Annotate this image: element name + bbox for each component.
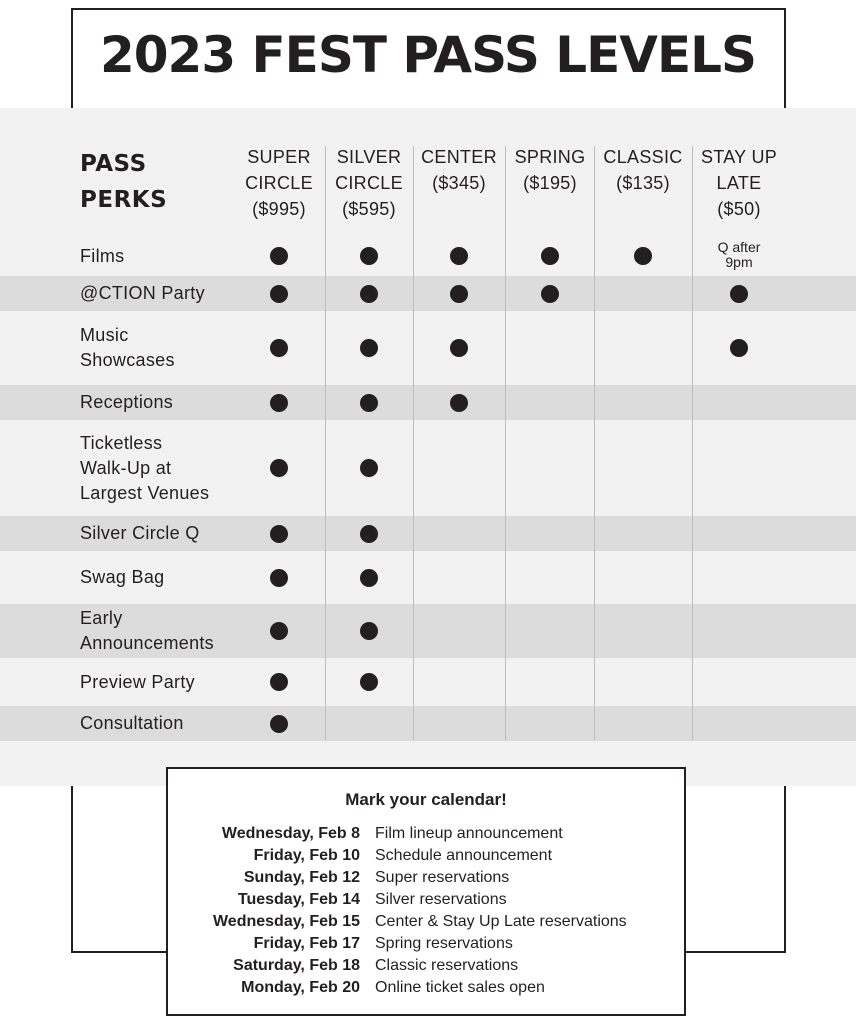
column-divider xyxy=(413,146,414,740)
included-dot-icon xyxy=(360,285,378,303)
included-dot-icon xyxy=(634,247,652,265)
column-divider xyxy=(594,146,595,740)
included-dot-icon xyxy=(450,339,468,357)
calendar-entry xyxy=(168,867,684,889)
included-dot-icon xyxy=(360,247,378,265)
calendar-date: Wednesday, Feb 8 xyxy=(221,825,360,842)
included-dot-icon xyxy=(270,622,288,640)
perk-label: Early Announcements xyxy=(80,608,214,653)
column-header-classic: CLASSIC ($135) xyxy=(603,147,683,193)
column-header-silver: SILVER CIRCLE ($595) xyxy=(335,147,403,219)
calendar-event: Classic reservations xyxy=(375,957,519,974)
included-dot-icon xyxy=(541,285,559,303)
perk-label: Swag Bag xyxy=(80,567,165,587)
calendar-event: Silver reservations xyxy=(375,891,507,908)
included-dot-icon xyxy=(360,525,378,543)
column-divider xyxy=(325,146,326,740)
included-dot-icon xyxy=(360,622,378,640)
included-dot-icon xyxy=(360,339,378,357)
column-divider xyxy=(505,146,506,740)
calendar-title: Mark your calendar! xyxy=(345,790,507,809)
perk-label: Receptions xyxy=(80,392,174,412)
column-header-stayup: STAY UP LATE ($50) xyxy=(700,147,778,219)
calendar-entry xyxy=(168,977,684,999)
perk-label: Ticketless Walk-Up at Largest Venues xyxy=(80,432,210,503)
included-dot-icon xyxy=(450,394,468,412)
calendar-event: Center & Stay Up Late reservations xyxy=(375,913,627,930)
column-header-spring: SPRING ($195) xyxy=(514,147,586,193)
pass-perks-heading xyxy=(80,146,167,218)
calendar-entry xyxy=(168,955,684,977)
included-dot-icon xyxy=(270,569,288,587)
included-dot-icon xyxy=(360,673,378,691)
perk-label: Preview Party xyxy=(80,671,195,692)
column-header-center: CENTER ($345) xyxy=(421,147,497,193)
page-title: 2023 FEST PASS LEVELS xyxy=(99,26,757,84)
cell-note: Q after 9pm xyxy=(717,239,761,270)
perk-label: Films xyxy=(80,245,125,266)
column-header-super: SUPER CIRCLE ($995) xyxy=(245,147,313,219)
included-dot-icon xyxy=(360,459,378,477)
perk-label: Consultation xyxy=(80,713,184,733)
included-dot-icon xyxy=(450,285,468,303)
included-dot-icon xyxy=(270,247,288,265)
calendar-date: Tuesday, Feb 14 xyxy=(237,891,360,908)
calendar-entry xyxy=(168,889,684,911)
included-dot-icon xyxy=(730,339,748,357)
included-dot-icon xyxy=(360,569,378,587)
calendar-date: Wednesday, Feb 15 xyxy=(212,913,360,930)
calendar-date: Monday, Feb 20 xyxy=(241,979,360,996)
included-dot-icon xyxy=(730,285,748,303)
included-dot-icon xyxy=(360,394,378,412)
included-dot-icon xyxy=(270,673,288,691)
calendar-event: Schedule announcement xyxy=(375,847,553,864)
calendar-entry xyxy=(168,933,684,955)
calendar-event: Spring reservations xyxy=(375,935,513,952)
perk-label: @CTION Party xyxy=(80,283,205,303)
included-dot-icon xyxy=(270,459,288,477)
column-divider xyxy=(692,146,693,740)
pass-perks-heading-text: PASS PERKS xyxy=(80,151,168,213)
calendar-date: Sunday, Feb 12 xyxy=(243,869,360,886)
included-dot-icon xyxy=(270,339,288,357)
included-dot-icon xyxy=(270,394,288,412)
calendar-date: Friday, Feb 10 xyxy=(253,847,360,864)
calendar-entry xyxy=(168,845,684,867)
included-dot-icon xyxy=(270,285,288,303)
included-dot-icon xyxy=(450,247,468,265)
calendar-date: Friday, Feb 17 xyxy=(253,935,360,952)
calendar-event: Online ticket sales open xyxy=(375,979,545,996)
calendar-entry xyxy=(168,911,684,933)
included-dot-icon xyxy=(541,247,559,265)
calendar-event: Film lineup announcement xyxy=(375,825,563,842)
calendar-entry xyxy=(168,823,684,845)
included-dot-icon xyxy=(270,525,288,543)
calendar-date: Saturday, Feb 18 xyxy=(233,957,360,974)
perk-label: Silver Circle Q xyxy=(80,523,200,543)
calendar-event: Super reservations xyxy=(375,869,510,886)
included-dot-icon xyxy=(270,715,288,733)
perk-label: Music Showcases xyxy=(80,325,175,370)
calendar-box xyxy=(166,767,686,1016)
calendar-list xyxy=(168,823,684,999)
